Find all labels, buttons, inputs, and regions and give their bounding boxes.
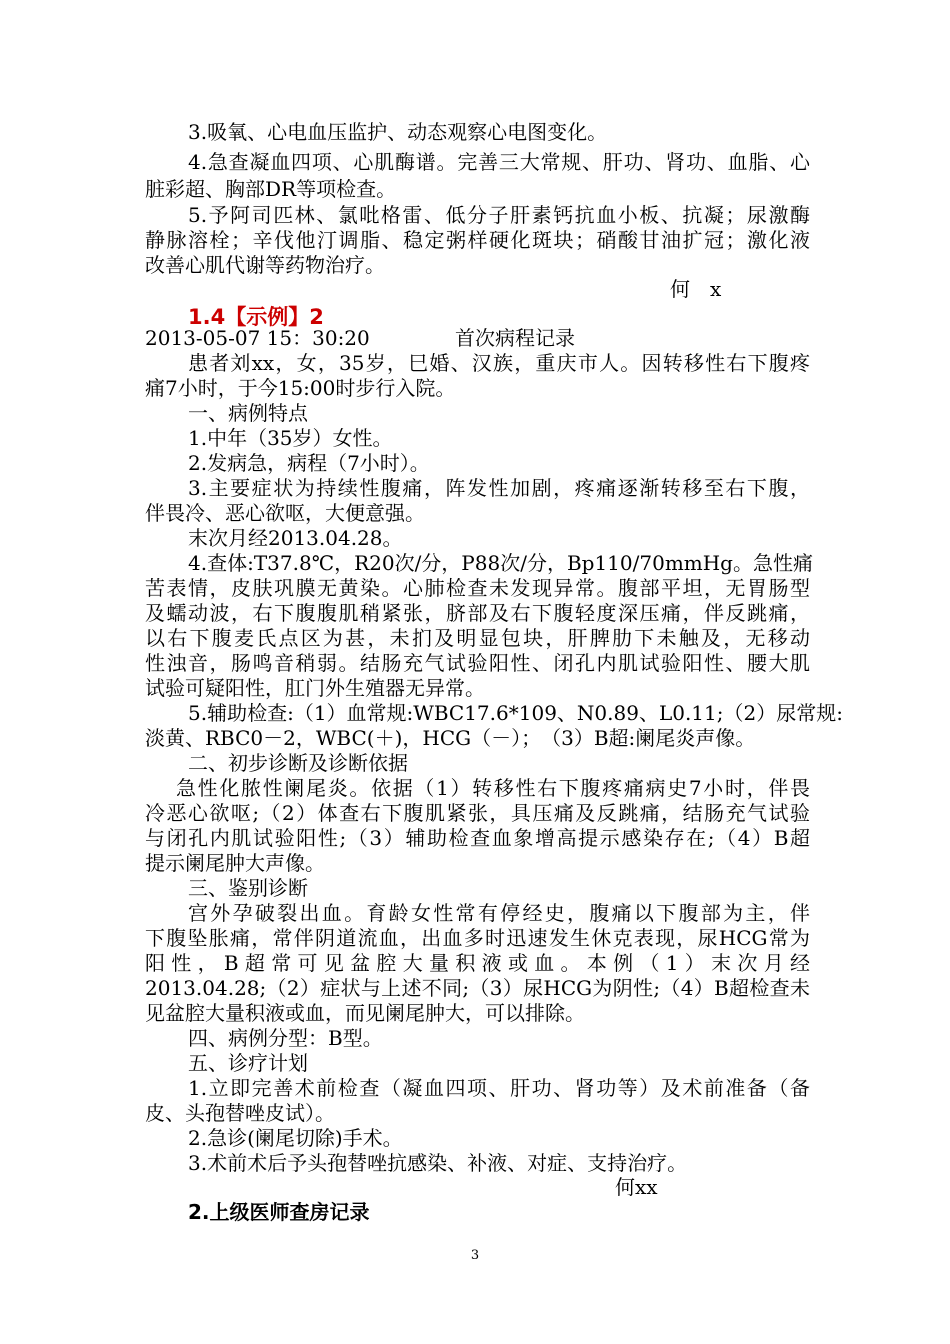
section-heading-ward-round: 2.上级医师查房记录	[188, 1200, 370, 1224]
section3-line4: 2013.04.28;（2）症状与上述不同;（3）尿HCG为阴性;（4）B超检查未	[145, 976, 810, 1000]
plan-item-4-line1: 4.急查凝血四项、心肌酶谱。完善三大常规、肝功、肾功、血脂、心	[188, 150, 810, 174]
section2-line2: 冷恶心欲呕;（2）体查右下腹肌紧张，具压痛及反跳痛，结肠充气试验	[145, 801, 810, 825]
section1-item5-line2: 淡黄、RBC0－2，WBC(＋)，HCG（－）； （3）B超:阑尾炎声像。	[145, 726, 756, 750]
section2-line3: 与闭孔内肌试验阳性;（3）辅助检查血象增高提示感染存在;（4）B超	[145, 826, 810, 850]
section4: 四、病例分型：B型。	[188, 1026, 383, 1050]
section5-item1-line1: 1.立即完善术前检查（凝血四项、肝功、肾功等）及术前准备（备	[188, 1076, 810, 1100]
signature-1: 何 x	[670, 277, 722, 301]
record-title: 首次病程记录	[455, 326, 575, 350]
section3-line2: 下腹坠胀痛，常伴阴道流血，出血多时迅速发生休克表现，尿HCG常为	[145, 926, 810, 950]
section2-line1: 急性化脓性阑尾炎。依据（1）转移性右下腹疼痛病史7小时，伴畏	[176, 776, 810, 800]
section5-item2: 2.急诊(阑尾切除)手术。	[188, 1126, 403, 1150]
plan-item-5-line1: 5.予阿司匹林、氯吡格雷、低分子肝素钙抗血小板、抗凝；尿激酶	[188, 203, 810, 227]
section2-line4: 提示阑尾肿大声像。	[145, 851, 325, 875]
intro-line2: 痛7小时，于今15:00时步行入院。	[145, 376, 456, 400]
section1-item1: 1.中年（35岁）女性。	[188, 426, 393, 450]
plan-item-4-line2: 脏彩超、胸部DR等项检查。	[145, 177, 397, 201]
plan-item-3: 3.吸氧、心电血压监护、动态观察心电图变化。	[188, 120, 608, 144]
section2-title: 二、初步诊断及诊断依据	[188, 751, 408, 775]
section1-item4-line2: 苦表情，皮肤巩膜无黄染。心肺检查未发现异常。腹部平坦，无胃肠型	[145, 576, 810, 600]
section3-line5: 见盆腔大量积液或血，而见阑尾肿大，可以排除。	[145, 1001, 585, 1025]
section1-item3-line1: 3.主要症状为持续性腹痛，阵发性加剧，疼痛逐渐转移至右下腹，	[188, 476, 810, 500]
section5-title: 五、诊疗计划	[188, 1051, 308, 1075]
page-number: 3	[470, 1248, 480, 1263]
section1-item4-line6: 试验可疑阳性，肛门外生殖器无异常。	[145, 676, 485, 700]
plan-item-5-line3: 改善心肌代谢等药物治疗。	[145, 253, 385, 277]
section3-line1: 宫外孕破裂出血。育龄女性常有停经史，腹痛以下腹部为主，伴	[188, 901, 810, 925]
section1-item3-line2: 伴畏冷、恶心欲呕，大便意强。	[145, 501, 425, 525]
section3-line3: 阳性，B超常可见盆腔大量积液或血。本例（1）末次月经	[145, 951, 810, 975]
section5-item1-line2: 皮、头孢替唑皮试）。	[145, 1101, 335, 1125]
section1-item4-line3: 及蠕动波，右下腹腹肌稍紧张，脐部及右下腹轻度深压痛，伴反跳痛，	[145, 601, 810, 625]
section1-item5-line1: 5.辅助检查:（1）血常规:WBC17.6*109、N0.89、L0.11;（2）尿常规:	[188, 701, 843, 725]
intro-line1: 患者刘xx，女，35岁，巳婚、汉族，重庆市人。因转移性右下腹疼	[188, 351, 810, 375]
record-datetime: 2013-05-07 15：30:20	[145, 326, 370, 350]
section1-lmp: 末次月经2013.04.28。	[188, 526, 403, 550]
section1-title: 一、病例特点	[188, 401, 308, 425]
example-heading: 1.4【示例】2	[188, 305, 324, 329]
section5-item3: 3.术前术后予头孢替唑抗感染、补液、对症、支持治疗。	[188, 1151, 688, 1175]
section1-item4-line1: 4.查体:T37.8℃，R20次/分，P88次/分，Bp110/70mmHg。急性痛	[188, 551, 813, 575]
section1-item4-line4: 以右下腹麦氏点区为甚，未扪及明显包块，肝脾肋下未触及，无移动	[145, 626, 810, 650]
section3-title: 三、鉴别诊断	[188, 876, 308, 900]
section1-item4-line5: 性浊音，肠鸣音稍弱。结肠充气试验阳性、闭孔内肌试验阳性、腰大肌	[145, 651, 810, 675]
section1-item2: 2.发病急，病程（7小时）。	[188, 451, 430, 475]
signature-2: 何xx	[615, 1175, 658, 1199]
plan-item-5-line2: 静脉溶栓；辛伐他汀调脂、稳定粥样硬化斑块；硝酸甘油扩冠；激化液	[145, 228, 810, 252]
